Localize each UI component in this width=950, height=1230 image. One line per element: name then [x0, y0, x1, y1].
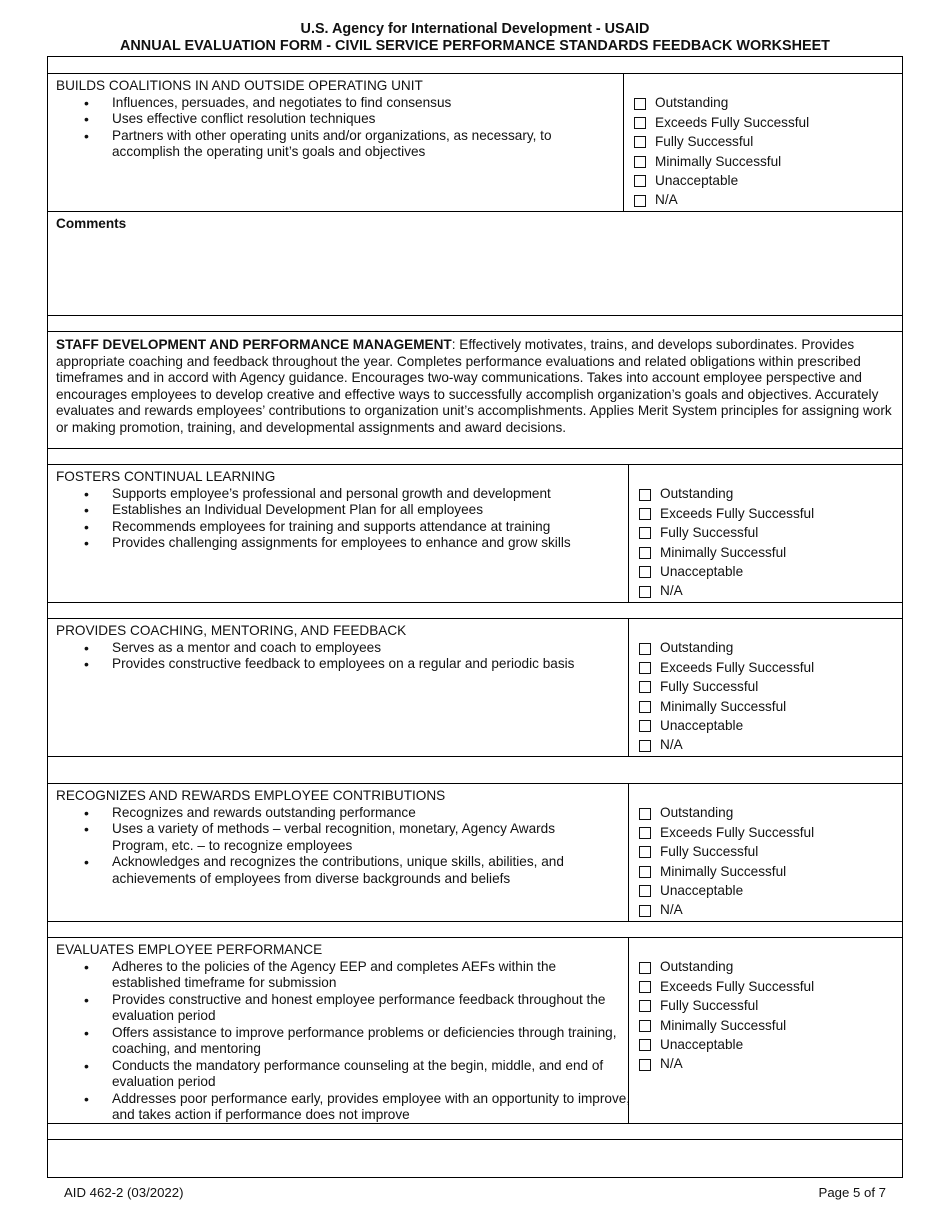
rating-label: N/A: [660, 902, 683, 918]
checkbox[interactable]: [639, 586, 651, 598]
comments-box[interactable]: [47, 211, 903, 316]
staff-development-heading: STAFF DEVELOPMENT AND PERFORMANCE MANAGEMENT: [56, 337, 452, 352]
rating-label: Outstanding: [660, 640, 734, 656]
list-item: • Serves as a mentor and coach to employees: [56, 640, 631, 657]
rating-label: Minimally Successful: [660, 698, 787, 714]
checkbox[interactable]: [634, 195, 646, 207]
comments-label: Comments: [56, 216, 127, 231]
list-item: • Influences, persuades, and negotiates to find consensus: [56, 95, 596, 112]
rating-group: [628, 465, 902, 602]
checkbox[interactable]: [639, 527, 651, 539]
checkbox[interactable]: [639, 866, 651, 878]
checkbox[interactable]: [639, 1059, 651, 1071]
rating-label: Minimally Successful: [660, 1017, 787, 1033]
list-item: • Acknowledges and recognizes the contributions, unique skills, abilities, and achievements of employees from diverse backgrounds and beliefs: [56, 854, 596, 887]
checkbox[interactable]: [639, 681, 651, 693]
section-title: PROVIDES COACHING, MENTORING, AND FEEDBACK: [56, 623, 407, 638]
list-item: • Uses effective conflict resolution techniques: [56, 111, 596, 128]
checkbox[interactable]: [639, 508, 651, 520]
checkbox[interactable]: [639, 885, 651, 897]
rating-label: Fully Successful: [660, 844, 759, 860]
rating-label: Fully Successful: [660, 679, 759, 695]
list-item: • Provides constructive feedback to employees on a regular and periodic basis: [56, 656, 631, 673]
rating-label: Fully Successful: [655, 134, 754, 150]
spacer-row: [47, 1123, 903, 1140]
list-item: • Establishes an Individual Development Plan for all employees: [56, 502, 631, 519]
rating-label: Exceeds Fully Successful: [660, 659, 815, 675]
checkbox[interactable]: [639, 547, 651, 559]
list-item: • Adheres to the policies of the Agency EEP and completes AEFs within the established timeframe for submission: [56, 959, 631, 992]
list-item: • Conducts the mandatory performance counseling at the begin, middle, and end of evaluation period: [56, 1058, 631, 1091]
checkbox[interactable]: [639, 566, 651, 578]
checkbox[interactable]: [634, 98, 646, 110]
rating-label: Outstanding: [660, 805, 734, 821]
checkbox[interactable]: [639, 1020, 651, 1032]
rating-group: [628, 619, 902, 756]
section-title: BUILDS COALITIONS IN AND OUTSIDE OPERATING UNIT: [56, 78, 423, 93]
section-title: EVALUATES EMPLOYEE PERFORMANCE: [56, 942, 323, 957]
checkbox[interactable]: [639, 643, 651, 655]
section-title: FOSTERS CONTINUAL LEARNING: [56, 469, 276, 484]
section-evaluates-performance: [47, 937, 903, 1124]
spacer-row: [47, 756, 903, 784]
rating-label: Outstanding: [655, 95, 729, 111]
rating-label: Fully Successful: [660, 525, 759, 541]
list-item: • Recommends employees for training and supports attendance at training: [56, 519, 631, 536]
list-item: • Addresses poor performance early, provides employee with an opportunity to improve, and takes action if performance does not improve: [56, 1091, 631, 1124]
staff-development-description: [47, 331, 903, 449]
rating-label: Minimally Successful: [655, 153, 782, 169]
rating-group: [628, 784, 902, 921]
list-item: • Offers assistance to improve performance problems or deficiencies through training, coaching, and mentoring: [56, 1025, 631, 1058]
rating-label: Unacceptable: [660, 564, 744, 579]
checkbox[interactable]: [639, 662, 651, 674]
rating-label: Fully Successful: [660, 998, 759, 1014]
rating-label: Exceeds Fully Successful: [660, 978, 815, 994]
form-header: [0, 21, 950, 55]
checkbox[interactable]: [639, 962, 651, 974]
checkbox[interactable]: [634, 156, 646, 168]
rating-label: N/A: [655, 192, 678, 208]
blank-row[interactable]: [47, 1139, 903, 1178]
checkbox[interactable]: [639, 720, 651, 732]
checkbox[interactable]: [639, 827, 651, 839]
list-item: • Provides constructive and honest employee performance feedback throughout the evaluation period: [56, 992, 631, 1025]
checkbox[interactable]: [634, 117, 646, 129]
spacer-row: [47, 448, 903, 465]
list-item: • Supports employee’s professional and personal growth and development: [56, 486, 631, 503]
spacer-row: [47, 315, 903, 332]
rating-label: N/A: [660, 583, 683, 599]
checkbox[interactable]: [639, 846, 651, 858]
rating-label: Unacceptable: [660, 1037, 744, 1052]
list-item: • Provides challenging assignments for employees to enhance and grow skills: [56, 535, 631, 552]
form-id: AID 462-2 (03/2022): [64, 1185, 184, 1200]
spacer-row: [47, 56, 903, 74]
staff-development-text: : Effectively motivates, trains, and develops subordinates. Provides appropriate coaching and feedback throughout the year. Completes performance evaluations and related obligations within prescribed timeframes and in accord with Agency guidance. Encourages two-way communications. Takes into account employee perspective and encourages employees to develop creative and effective ways to successfully accomplish organization’s goals and objectives. Accurately evaluates and rewards employees’ contributions to organization unit’s accomplishments. Applies Merit System principles for assigning work or making promotion, training, and developmental assignments and award decisions.: [56, 337, 892, 435]
rating-label: Unacceptable: [660, 718, 744, 733]
checkbox[interactable]: [639, 808, 651, 820]
checkbox[interactable]: [639, 981, 651, 993]
agency-title: U.S. Agency for International Development - USAID: [300, 21, 650, 37]
checkbox[interactable]: [634, 136, 646, 148]
checkbox[interactable]: [634, 175, 646, 187]
rating-label: Outstanding: [660, 486, 734, 502]
rating-label: Outstanding: [660, 959, 734, 975]
rating-label: N/A: [660, 737, 683, 753]
checkbox[interactable]: [639, 701, 651, 713]
list-item: • Uses a variety of methods – verbal recognition, monetary, Agency Awards Program, etc. – to recognize employees: [56, 821, 596, 854]
section-coaching-mentoring: [47, 618, 903, 757]
checkbox[interactable]: [639, 905, 651, 917]
spacer-row: [47, 921, 903, 938]
section-title: RECOGNIZES AND REWARDS EMPLOYEE CONTRIBUTIONS: [56, 788, 446, 803]
rating-group: [628, 938, 902, 1123]
rating-label: Minimally Successful: [660, 863, 787, 879]
rating-label: Unacceptable: [655, 173, 739, 188]
checkbox[interactable]: [639, 489, 651, 501]
list-item: • Partners with other operating units and/or organizations, as necessary, to accomplish the operating unit’s goals and objectives: [56, 128, 596, 161]
rating-group: [623, 74, 902, 211]
checkbox[interactable]: [639, 740, 651, 752]
checkbox[interactable]: [639, 1039, 651, 1051]
section-builds-coalitions: [47, 73, 903, 212]
rating-label: Minimally Successful: [660, 544, 787, 560]
rating-label: Exceeds Fully Successful: [655, 114, 810, 130]
checkbox[interactable]: [639, 1000, 651, 1012]
form-title: ANNUAL EVALUATION FORM - CIVIL SERVICE PERFORMANCE STANDARDS FEEDBACK WORKSHEET: [120, 38, 830, 54]
rating-label: Exceeds Fully Successful: [660, 505, 815, 521]
section-fosters-continual-learning: [47, 464, 903, 603]
list-item: • Recognizes and rewards outstanding performance: [56, 805, 596, 822]
rating-label: N/A: [660, 1056, 683, 1072]
rating-label: Exceeds Fully Successful: [660, 824, 815, 840]
section-recognizes-rewards: [47, 783, 903, 922]
rating-label: Unacceptable: [660, 883, 744, 898]
page-number: Page 5 of 7: [818, 1185, 886, 1200]
spacer-row: [47, 602, 903, 619]
